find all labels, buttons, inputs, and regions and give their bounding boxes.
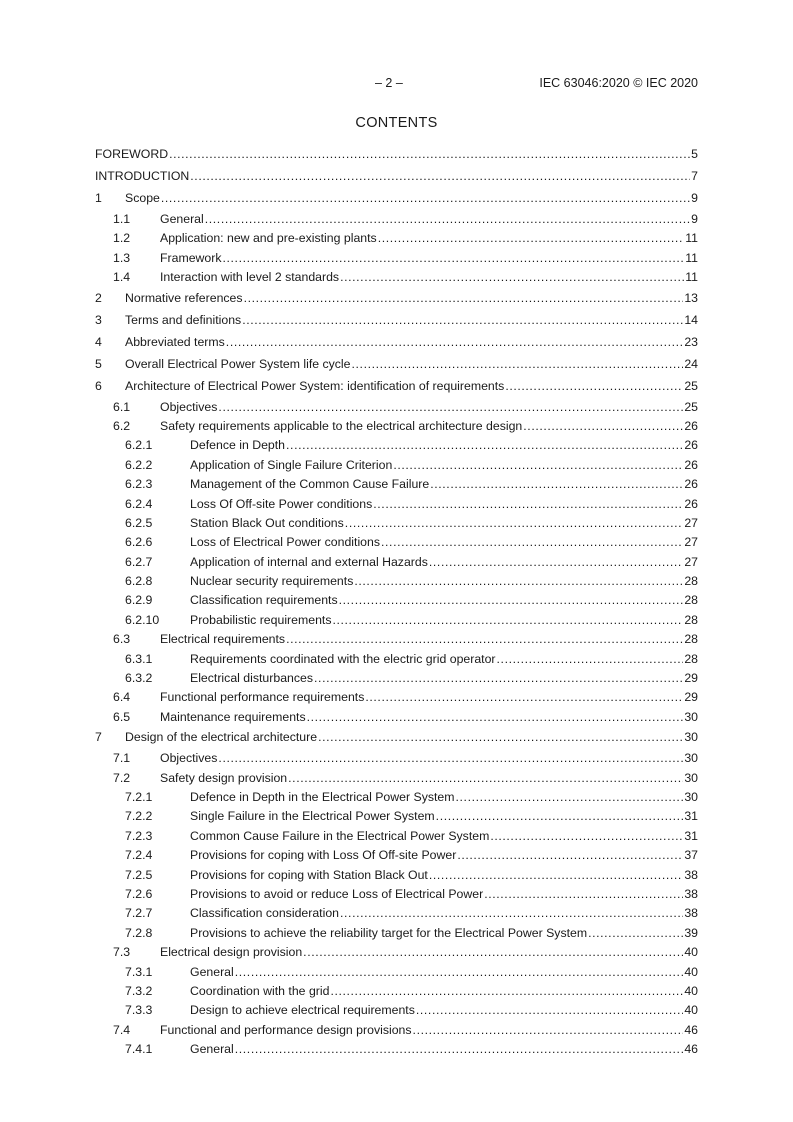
toc-entry-page: 27 bbox=[684, 515, 698, 530]
toc-entry[interactable] bbox=[95, 497, 698, 516]
toc-dot-leader bbox=[226, 335, 684, 350]
toc-entry-number: 7.2.6 bbox=[125, 886, 153, 901]
toc-entry-number: 6.2.3 bbox=[125, 477, 153, 492]
standard-identifier: IEC 63046:2020 © IEC 2020 bbox=[539, 76, 698, 90]
toc-entry[interactable] bbox=[95, 906, 698, 925]
toc-entry-title: Interaction with level 2 standards bbox=[160, 270, 340, 285]
toc-entry[interactable] bbox=[95, 168, 698, 190]
toc-entry-page: 23 bbox=[684, 334, 698, 349]
toc-entry-title: Terms and definitions bbox=[125, 312, 242, 327]
toc-dot-leader bbox=[365, 690, 683, 705]
toc-entry[interactable] bbox=[95, 555, 698, 574]
toc-entry-number: 7.2.4 bbox=[125, 848, 153, 863]
toc-entry-number: 1.2 bbox=[113, 231, 131, 246]
toc-entry-title: Provisions for coping with Loss Of Off-site Power bbox=[190, 848, 457, 863]
toc-entry-page: 26 bbox=[684, 418, 698, 433]
toc-dot-leader bbox=[373, 497, 683, 512]
toc-entry-page: 46 bbox=[684, 1022, 698, 1037]
toc-entry-title: Defence in Depth bbox=[190, 438, 286, 453]
toc-dot-leader bbox=[429, 868, 683, 883]
toc-entry-page: 38 bbox=[684, 906, 698, 921]
page-number: – 2 – bbox=[375, 76, 403, 90]
toc-entry-page: 30 bbox=[684, 751, 698, 766]
toc-entry[interactable] bbox=[95, 868, 698, 887]
toc-entry-page: 14 bbox=[684, 312, 698, 327]
toc-entry-number: 7.3.3 bbox=[125, 1003, 153, 1018]
toc-dot-leader bbox=[490, 829, 683, 844]
toc-entry[interactable] bbox=[95, 458, 698, 477]
toc-dot-leader bbox=[235, 1042, 684, 1057]
toc-entry-number: 6.3.1 bbox=[125, 651, 153, 666]
toc-entry[interactable] bbox=[95, 190, 698, 212]
toc-entry-title: Safety requirements applicable to the electrical architecture design bbox=[160, 418, 523, 433]
toc-entry-number: 6.2.2 bbox=[125, 457, 153, 472]
toc-entry-number: 5 bbox=[95, 356, 102, 371]
toc-entry-title: Electrical design provision bbox=[160, 945, 303, 960]
toc-entry-number: 6.2.4 bbox=[125, 496, 153, 511]
toc-entry-page: 38 bbox=[684, 867, 698, 882]
toc-entry-number: 6.2.6 bbox=[125, 535, 153, 550]
toc-entry-title: Electrical disturbances bbox=[190, 671, 314, 686]
toc-entry-number: 6.3 bbox=[113, 632, 131, 647]
toc-entry-page: 31 bbox=[684, 809, 698, 824]
toc-entry-title: Design to achieve electrical requirements bbox=[190, 1003, 415, 1018]
toc-entry-title: Station Black Out conditions bbox=[190, 515, 344, 530]
toc-dot-leader bbox=[340, 270, 684, 285]
toc-entry-number: 6.2.7 bbox=[125, 554, 153, 569]
toc-dot-leader bbox=[429, 555, 683, 570]
toc-entry-title: Management of the Common Cause Failure bbox=[190, 477, 430, 492]
toc-dot-leader bbox=[339, 593, 684, 608]
toc-dot-leader bbox=[436, 809, 684, 824]
toc-entry[interactable] bbox=[95, 290, 698, 312]
toc-dot-leader bbox=[352, 357, 684, 372]
toc-entry-page: 28 bbox=[684, 651, 698, 666]
toc-dot-leader bbox=[223, 251, 685, 266]
toc-entry-page: 27 bbox=[684, 535, 698, 550]
toc-entry[interactable] bbox=[95, 593, 698, 612]
toc-entry[interactable] bbox=[95, 751, 698, 770]
toc-entry-page: 9 bbox=[691, 191, 698, 205]
toc-entry[interactable] bbox=[95, 378, 698, 400]
toc-entry-number: 7.2.5 bbox=[125, 867, 153, 882]
toc-dot-leader bbox=[318, 730, 683, 745]
toc-entry[interactable] bbox=[95, 312, 698, 334]
toc-entry-title: Scope bbox=[125, 191, 160, 205]
toc-entry[interactable] bbox=[95, 270, 698, 289]
toc-entry-page: 38 bbox=[684, 886, 698, 901]
toc-entry-title: Coordination with the grid bbox=[190, 983, 330, 998]
toc-entry[interactable] bbox=[95, 613, 698, 632]
toc-entry-number: 1 bbox=[95, 191, 102, 205]
toc-entry-number: 1.1 bbox=[113, 212, 131, 226]
toc-entry-number: 7.4.1 bbox=[125, 1042, 153, 1057]
toc-entry-number: 7 bbox=[95, 730, 102, 745]
toc-entry-title: Framework bbox=[160, 250, 222, 265]
toc-entry-number: 7.2.7 bbox=[125, 906, 153, 921]
toc-dot-leader bbox=[286, 632, 683, 647]
toc-entry-page: 30 bbox=[684, 730, 698, 745]
toc-entry-title: General bbox=[190, 1042, 234, 1057]
toc-dot-leader bbox=[457, 848, 683, 863]
toc-dot-leader bbox=[484, 887, 683, 902]
toc-entry-page: 29 bbox=[684, 671, 698, 686]
toc-entry-number: 6.2.1 bbox=[125, 438, 153, 453]
table-of-contents bbox=[95, 146, 698, 1061]
toc-entry-page: 26 bbox=[684, 457, 698, 472]
toc-entry[interactable] bbox=[95, 710, 698, 729]
toc-entry[interactable] bbox=[95, 231, 698, 250]
toc-entry-title: Classification consideration bbox=[190, 906, 340, 921]
toc-entry-number: 7.2.3 bbox=[125, 828, 153, 843]
toc-entry-title: Maintenance requirements bbox=[160, 709, 306, 724]
toc-entry[interactable] bbox=[95, 251, 698, 270]
toc-entry[interactable] bbox=[95, 1042, 698, 1061]
toc-entry-title: Architecture of Electrical Power System: identification of requirements bbox=[125, 378, 505, 393]
toc-entry-title: Requirements coordinated with the electric grid operator bbox=[190, 651, 496, 666]
toc-entry-page: 26 bbox=[684, 438, 698, 453]
toc-dot-leader bbox=[354, 574, 683, 589]
toc-entry-title: Common Cause Failure in the Electrical Power System bbox=[190, 828, 490, 843]
toc-entry[interactable] bbox=[95, 146, 698, 168]
toc-entry-number: 7.2 bbox=[113, 770, 131, 785]
toc-entry-number: 7.3 bbox=[113, 945, 131, 960]
toc-entry[interactable] bbox=[95, 926, 698, 945]
toc-dot-leader bbox=[330, 984, 683, 999]
toc-entry-page: 46 bbox=[684, 1042, 698, 1057]
toc-dot-leader bbox=[413, 1023, 684, 1038]
toc-entry-title: Single Failure in the Electrical Power System bbox=[190, 809, 435, 824]
toc-entry-title: Provisions to achieve the reliability target for the Electrical Power System bbox=[190, 925, 588, 940]
toc-entry[interactable] bbox=[95, 790, 698, 809]
toc-entry-title: Defence in Depth in the Electrical Power System bbox=[190, 789, 455, 804]
toc-entry[interactable] bbox=[95, 516, 698, 535]
toc-dot-leader bbox=[393, 458, 683, 473]
toc-dot-leader bbox=[456, 790, 684, 805]
toc-entry-number: 6.2.10 bbox=[125, 612, 160, 627]
toc-entry-number: 6.4 bbox=[113, 690, 131, 705]
toc-entry-number: 6.3.2 bbox=[125, 671, 153, 686]
toc-dot-leader bbox=[169, 147, 690, 162]
toc-entry-number: 7.2.8 bbox=[125, 925, 153, 940]
toc-entry-number: 7.2.1 bbox=[125, 789, 153, 804]
toc-entry-number: 1.3 bbox=[113, 250, 131, 265]
toc-entry-page: 25 bbox=[684, 399, 698, 414]
toc-dot-leader bbox=[416, 1003, 683, 1018]
toc-dot-leader bbox=[340, 906, 683, 921]
toc-entry-number: 7.4 bbox=[113, 1022, 131, 1037]
toc-entry-title: Abbreviated terms bbox=[125, 334, 225, 349]
toc-entry-title: Objectives bbox=[160, 751, 218, 766]
toc-dot-leader bbox=[588, 926, 683, 941]
toc-entry-page: 11 bbox=[685, 270, 698, 285]
toc-entry[interactable] bbox=[95, 729, 698, 751]
toc-entry[interactable] bbox=[95, 809, 698, 828]
toc-dot-leader bbox=[161, 191, 690, 206]
toc-entry[interactable] bbox=[95, 887, 698, 906]
toc-entry-page: 39 bbox=[684, 925, 698, 940]
toc-entry-page: 11 bbox=[685, 250, 698, 265]
toc-entry-title: Loss of Electrical Power conditions bbox=[190, 535, 381, 550]
toc-entry[interactable] bbox=[95, 356, 698, 378]
toc-entry-number: 6.2.9 bbox=[125, 593, 153, 608]
toc-entry-title: Provisions for coping with Station Black Out bbox=[190, 867, 428, 882]
toc-entry-number: 7.3.1 bbox=[125, 964, 153, 979]
toc-entry-title: Loss Of Off-site Power conditions bbox=[190, 496, 373, 511]
toc-dot-leader bbox=[381, 535, 683, 550]
toc-entry-number: 6.2 bbox=[113, 418, 131, 433]
toc-entry-title: Nuclear security requirements bbox=[190, 574, 354, 589]
toc-entry-page: 27 bbox=[684, 554, 698, 569]
toc-entry-title: General bbox=[190, 964, 234, 979]
toc-entry-number: 7.2.2 bbox=[125, 809, 153, 824]
toc-entry-number: 6.2.5 bbox=[125, 515, 153, 530]
toc-dot-leader bbox=[242, 313, 683, 328]
toc-entry-page: 30 bbox=[684, 789, 698, 804]
toc-entry-page: 40 bbox=[684, 983, 698, 998]
toc-entry[interactable] bbox=[95, 671, 698, 690]
toc-dot-leader bbox=[523, 419, 683, 434]
page-header bbox=[95, 76, 698, 92]
toc-entry-title: Application of Single Failure Criterion bbox=[190, 457, 393, 472]
toc-entry[interactable] bbox=[95, 1003, 698, 1022]
toc-dot-leader bbox=[244, 291, 684, 306]
toc-entry[interactable] bbox=[95, 848, 698, 867]
toc-entry-page: 28 bbox=[684, 593, 698, 608]
toc-entry[interactable] bbox=[95, 535, 698, 554]
toc-entry-number: 7.3.2 bbox=[125, 983, 153, 998]
toc-entry[interactable] bbox=[95, 1023, 698, 1042]
toc-dot-leader bbox=[505, 379, 683, 394]
toc-entry[interactable] bbox=[95, 574, 698, 593]
toc-dot-leader bbox=[314, 671, 683, 686]
toc-entry-title: Provisions to avoid or reduce Loss of Electrical Power bbox=[190, 886, 484, 901]
toc-entry[interactable] bbox=[95, 477, 698, 496]
toc-dot-leader bbox=[307, 710, 684, 725]
toc-entry-number: 4 bbox=[95, 334, 102, 349]
toc-entry-page: 28 bbox=[684, 612, 698, 627]
toc-entry-page: 26 bbox=[684, 477, 698, 492]
toc-entry-number: 6.1 bbox=[113, 399, 131, 414]
toc-entry[interactable] bbox=[95, 212, 698, 231]
toc-entry-number: 3 bbox=[95, 312, 102, 327]
toc-entry-page: 5 bbox=[691, 147, 698, 161]
toc-entry-page: 30 bbox=[684, 709, 698, 724]
toc-entry-title: INTRODUCTION bbox=[95, 169, 190, 183]
toc-entry-title: Functional performance requirements bbox=[160, 690, 365, 705]
toc-entry-page: 31 bbox=[684, 828, 698, 843]
toc-entry-title: Functional and performance design provisions bbox=[160, 1022, 412, 1037]
toc-dot-leader bbox=[286, 438, 683, 453]
toc-dot-leader bbox=[235, 965, 684, 980]
toc-entry-page: 40 bbox=[684, 945, 698, 960]
toc-dot-leader bbox=[218, 400, 683, 415]
toc-entry[interactable] bbox=[95, 419, 698, 438]
toc-entry[interactable] bbox=[95, 771, 698, 790]
toc-dot-leader bbox=[205, 212, 690, 227]
toc-entry-page: 40 bbox=[684, 964, 698, 979]
toc-dot-leader bbox=[430, 477, 683, 492]
toc-entry-page: 28 bbox=[684, 574, 698, 589]
toc-entry[interactable] bbox=[95, 829, 698, 848]
toc-entry-number: 6.2.8 bbox=[125, 574, 153, 589]
toc-entry-page: 28 bbox=[684, 632, 698, 647]
toc-entry-title: Normative references bbox=[125, 290, 243, 305]
toc-entry-page: 30 bbox=[684, 770, 698, 785]
toc-dot-leader bbox=[303, 945, 683, 960]
toc-entry-title: Objectives bbox=[160, 399, 218, 414]
toc-entry-number: 1.4 bbox=[113, 270, 131, 285]
toc-entry-title: Application of internal and external Hazards bbox=[190, 554, 428, 569]
toc-entry-title: Safety design provision bbox=[160, 770, 288, 785]
toc-entry-page: 37 bbox=[684, 848, 698, 863]
toc-dot-leader bbox=[218, 751, 683, 766]
toc-entry-page: 9 bbox=[691, 212, 698, 226]
toc-entry[interactable] bbox=[95, 690, 698, 709]
toc-entry-page: 25 bbox=[684, 378, 698, 393]
toc-entry-number: 6 bbox=[95, 378, 102, 393]
toc-entry[interactable] bbox=[95, 400, 698, 419]
toc-entry[interactable] bbox=[95, 945, 698, 964]
toc-entry-page: 13 bbox=[684, 290, 698, 305]
toc-entry-title: Application: new and pre-existing plants bbox=[160, 231, 377, 246]
toc-dot-leader bbox=[378, 231, 685, 246]
toc-dot-leader bbox=[332, 613, 683, 628]
toc-entry[interactable] bbox=[95, 984, 698, 1003]
toc-entry-title: General bbox=[160, 212, 204, 226]
contents-title: CONTENTS bbox=[355, 115, 438, 131]
toc-entry[interactable] bbox=[95, 652, 698, 671]
toc-entry-page: 26 bbox=[684, 496, 698, 511]
toc-dot-leader bbox=[345, 516, 684, 531]
toc-entry-page: 7 bbox=[691, 169, 698, 183]
toc-entry-page: 40 bbox=[684, 1003, 698, 1018]
toc-dot-leader bbox=[497, 652, 684, 667]
toc-entry-title: Overall Electrical Power System life cycle bbox=[125, 356, 351, 371]
toc-dot-leader bbox=[190, 169, 690, 184]
toc-entry-page: 11 bbox=[685, 231, 698, 246]
toc-entry[interactable] bbox=[95, 438, 698, 457]
toc-entry-number: 7.1 bbox=[113, 751, 131, 766]
toc-entry-title: FOREWORD bbox=[95, 147, 169, 161]
toc-entry-page: 29 bbox=[684, 690, 698, 705]
toc-entry-number: 6.5 bbox=[113, 709, 131, 724]
toc-entry[interactable] bbox=[95, 965, 698, 984]
toc-entry[interactable] bbox=[95, 334, 698, 356]
toc-entry-title: Design of the electrical architecture bbox=[125, 730, 318, 745]
toc-dot-leader bbox=[288, 771, 683, 786]
toc-entry-title: Classification requirements bbox=[190, 593, 338, 608]
toc-entry-page: 24 bbox=[684, 356, 698, 371]
toc-entry-title: Electrical requirements bbox=[160, 632, 286, 647]
toc-entry-title: Probabilistic requirements bbox=[190, 612, 332, 627]
toc-entry-number: 2 bbox=[95, 290, 102, 305]
toc-entry[interactable] bbox=[95, 632, 698, 651]
